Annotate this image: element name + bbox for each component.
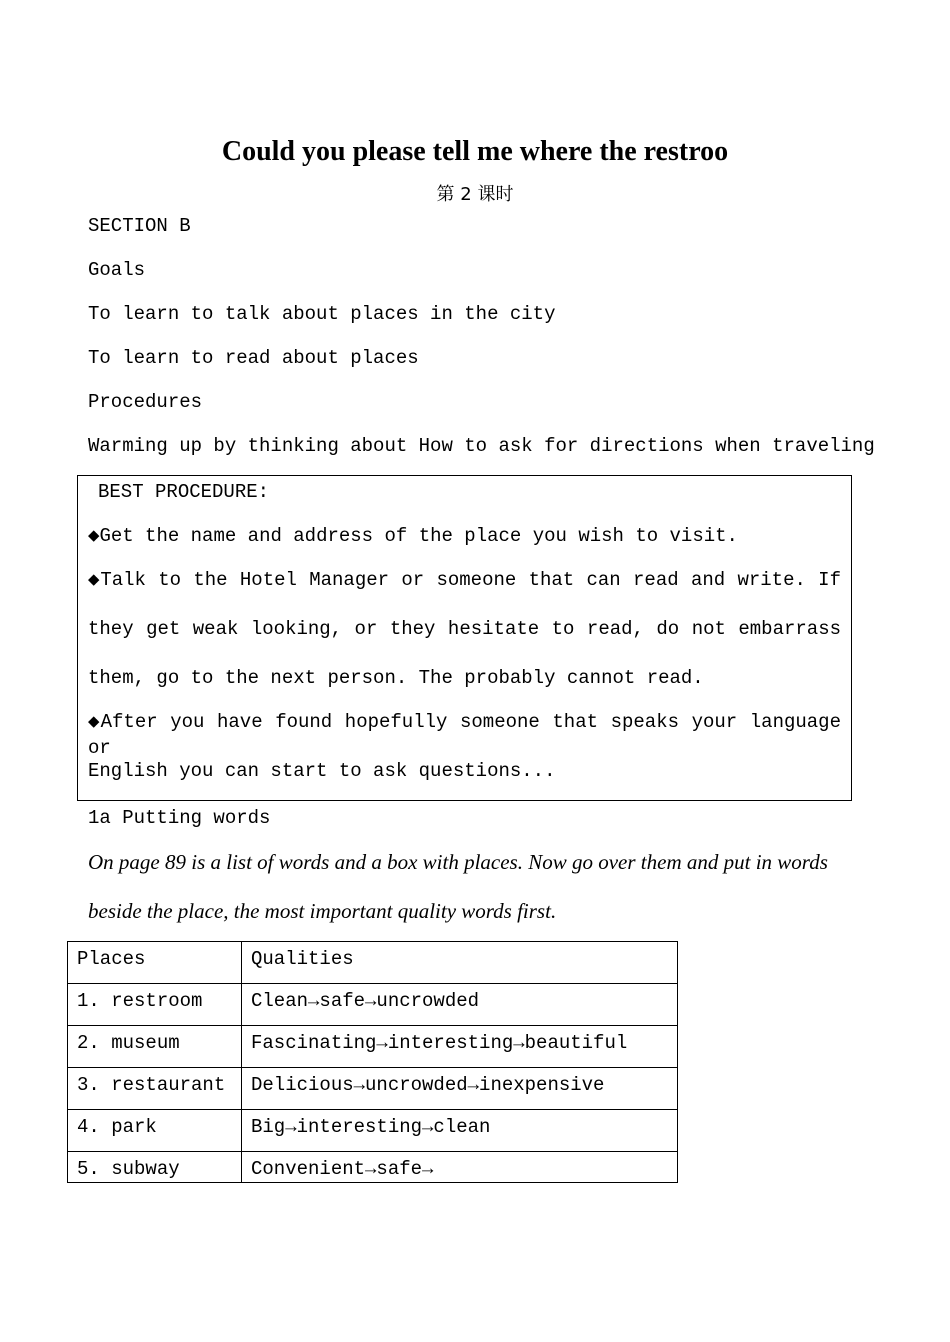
section-1a-heading: 1a Putting words <box>88 807 271 829</box>
place-cell: 2. museum <box>68 1026 242 1068</box>
qualities-cell: Big→interesting→clean <box>242 1110 678 1152</box>
table-row <box>68 1152 678 1183</box>
places-qualities-table <box>67 941 678 1183</box>
qualities-cell: Delicious→uncrowded→inexpensive <box>242 1068 678 1110</box>
section-heading: SECTION B <box>88 215 191 237</box>
place-cell: 3. restaurant <box>68 1068 242 1110</box>
box-line: them, go to the next person. The probably cannot read. <box>88 667 704 689</box>
warming-up-text: Warming up by thinking about How to ask for directions when traveling <box>88 435 875 457</box>
instruction-text: beside the place, the most important quality words first. <box>88 899 557 923</box>
table-row <box>68 1068 678 1110</box>
table-row <box>68 1026 678 1068</box>
box-line: ◆Talk to the Hotel Manager or someone that can read and write. If <box>88 569 841 591</box>
best-procedure-box <box>77 475 852 801</box>
goal-item: To learn to read about places <box>88 347 419 369</box>
place-cell: 1. restroom <box>68 984 242 1026</box>
qualities-cell: Fascinating→interesting→beautiful <box>242 1026 678 1068</box>
goals-heading: Goals <box>88 259 146 281</box>
table-row <box>68 984 678 1026</box>
table-row <box>68 1110 678 1152</box>
box-heading: BEST PROCEDURE: <box>98 481 270 503</box>
table-header-qualities: Qualities <box>242 942 678 984</box>
table-header-places: Places <box>68 942 242 984</box>
goal-item: To learn to talk about places in the city <box>88 303 556 325</box>
place-cell: 4. park <box>68 1110 242 1152</box>
qualities-cell: Clean→safe→uncrowded <box>242 984 678 1026</box>
box-line: they get weak looking, or they hesitate to read, do not embarrass <box>88 618 841 640</box>
instruction-text: On page 89 is a list of words and a box with places. Now go over them and put in words <box>88 850 828 874</box>
place-cell: 5. subway <box>68 1152 242 1183</box>
box-line: English you can start to ask questions... <box>88 760 556 782</box>
document-title: Could you please tell me where the restroo <box>221 136 729 167</box>
procedures-heading: Procedures <box>88 391 203 413</box>
qualities-cell: Convenient→safe→ <box>242 1152 678 1183</box>
table-header-row <box>68 942 678 984</box>
box-line: ◆After you have found hopefully someone that speaks your language or <box>88 711 841 759</box>
box-line: ◆Get the name and address of the place you wish to visit. <box>88 525 738 547</box>
lesson-subtitle: 第 2 课时 <box>436 184 514 205</box>
